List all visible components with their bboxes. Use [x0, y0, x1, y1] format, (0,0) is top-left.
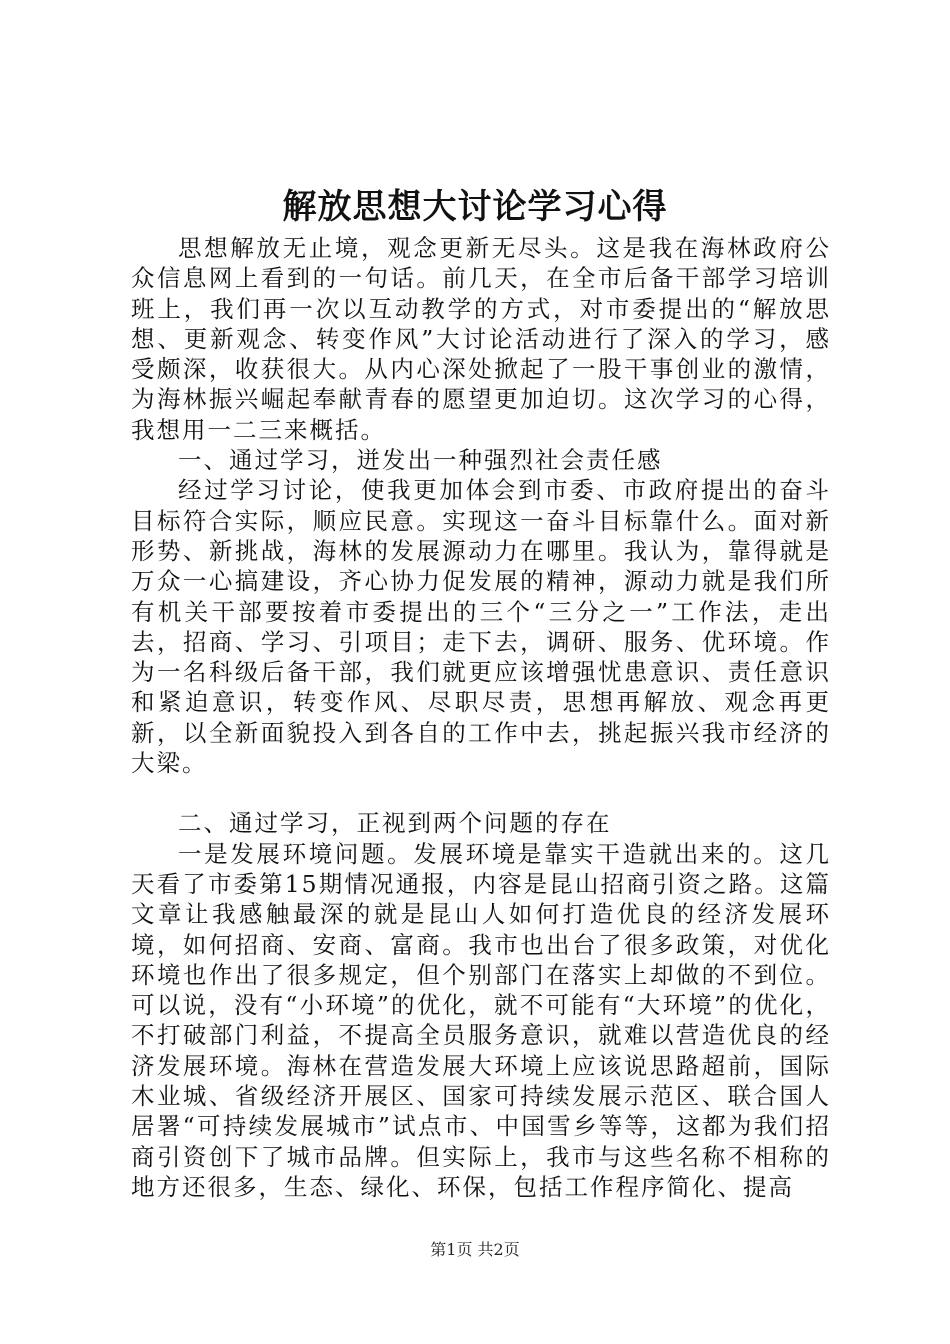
page-number-footer: 第1页 共2页 — [430, 1240, 520, 1259]
section-heading-2: 二、通过学习，正视到两个问题的存在 — [178, 809, 612, 838]
paragraph-intro: 思想解放无止境，观念更新无尽头。这是我在海林政府公众信息网上看到的一句话。前几天，在全市后备干部学习培训班上，我们再一次以互动教学的方式，对市委提出的“解放思想、更新观念、转变作风”大讨论活动进行了深入的学习，感受颇深，收获很大。从内心深处掀起了一股干事创业的激情，为海林振兴崛起奉献青春的愿望更加迫切。这次学习的心得，我想用一二三来概括。 — [131, 234, 831, 444]
document-body — [131, 233, 831, 1202]
section-heading-1: 一、通过学习，迸发出一种强烈社会责任感 — [178, 446, 663, 475]
document-title: 解放思想大讨论学习心得 — [282, 187, 668, 227]
paragraph-section-1: 经过学习讨论，使我更加体会到市委、市政府提出的奋斗目标符合实际，顺应民意。实现这一奋斗目标靠什么。面对新形势、新挑战，海林的发展源动力在哪里。我认为，靠得就是万众一心搞建设，齐心协力促发展的精神，源动力就是我们所有机关干部要按着市委提出的三个“三分之一”工作法，走出去，招商、学习、引项目；走下去，调研、服务、优环境。作为一名科级后备干部，我们就更应该增强忧患意识、责任意识和紧迫意识，转变作风、尽职尽责，思想再解放、观念再更新，以全新面貌投入到各自的工作中去，挑起振兴我市经济的大梁。 — [131, 476, 831, 778]
paragraph-spacer — [131, 778, 831, 808]
paragraph-section-2: 一是发展环境问题。发展环境是靠实干造就出来的。这几天看了市委第15期情况通报，内容是昆山招商引资之路。这篇文章让我感触最深的就是昆山人如何打造优良的经济发展环境，如何招商、安商、富商。我市也出台了很多政策，对优化环境也作出了很多规定，但个别部门在落实上却做的不到位。可以说，没有“小环境”的优化，就不可能有“大环境”的优化，不打破部门利益，不提高全员服务意识，就难以营造优良的经济发展环境。海林在营造发展大环境上应该说思路超前，国际木业城、省级经济开展区、国家可持续发展示范区、联合国人居署“可持续发展城市”试点市、中国雪乡等等，这都为我们招商引资创下了城市品牌。但实际上，我市与这些名称不相称的地方还很多，生态、绿化、环保，包括工作程序简化、提高 — [131, 839, 831, 1201]
